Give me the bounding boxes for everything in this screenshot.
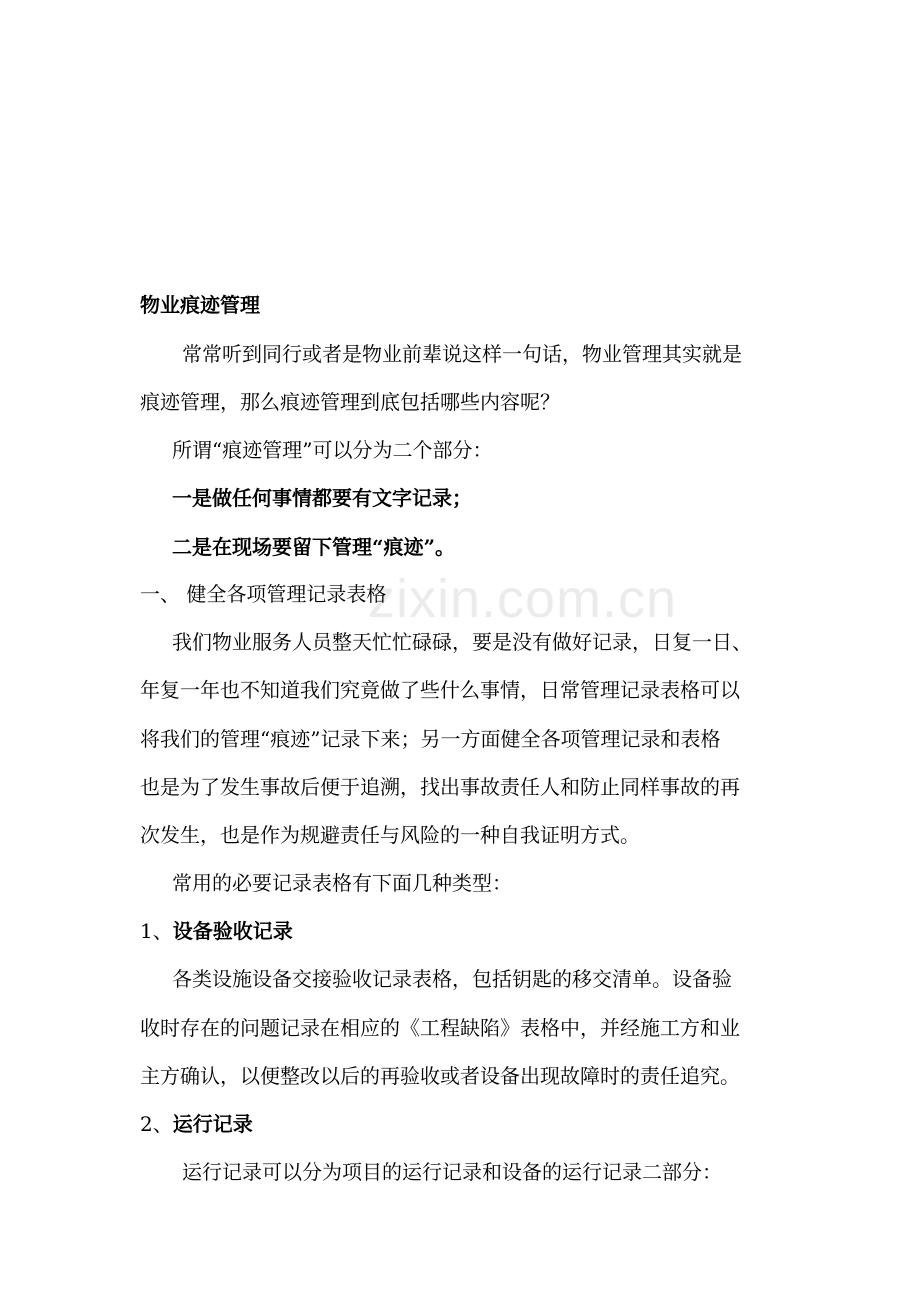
definition-point-2: 二是在现场要留下管理“痕迹”。 <box>172 535 456 559</box>
section-1-para-line: 年复一年也不知道我们究竟做了些什么事情，日常管理记录表格可以 <box>140 678 740 702</box>
item-1-title: 设备验收记录 <box>172 919 293 943</box>
intro-line-1: 常常听到同行或者是物业前辈说这样一句话，物业管理其实就是 <box>182 342 742 366</box>
record-types-intro: 常用的必要记录表格有下面几种类型： <box>172 871 512 895</box>
item-2-number: 2、 <box>140 1112 173 1136</box>
item-2-title: 运行记录 <box>172 1112 253 1136</box>
item-1-para-line: 主方确认，以便整改以后的再验收或者设备出现故障时的责任追究。 <box>140 1064 740 1088</box>
section-1-para-line: 将我们的管理“痕迹”记录下来；另一方面健全各项管理记录和表格 <box>140 727 721 751</box>
item-2-heading <box>140 1110 790 1138</box>
item-1-heading <box>140 917 790 945</box>
item-1-number: 1、 <box>140 919 173 943</box>
section-1-heading: 一、 健全各项管理记录表格 <box>140 582 387 606</box>
item-2-para-line: 运行记录可以分为项目的运行记录和设备的运行记录二部分： <box>182 1160 722 1184</box>
intro-line-2: 痕迹管理，那么痕迹管理到底包括哪些内容呢？ <box>140 390 560 414</box>
section-1-para-line: 我们物业服务人员整天忙忙碌碌，要是没有做好记录，日复一日、 <box>172 630 752 654</box>
item-1-para-line: 各类设施设备交接验收记录表格，包括钥匙的移交清单。设备验 <box>172 967 732 991</box>
section-1-para-line: 次发生，也是作为规避责任与风险的一种自我证明方式。 <box>140 823 640 847</box>
definition-point-1: 一是做任何事情都要有文字记录； <box>172 486 472 510</box>
definition-lead: 所谓“痕迹管理”可以分为二个部分： <box>172 438 493 462</box>
watermark: zixin.com.cn <box>368 569 678 629</box>
section-1-para-line: 也是为了发生事故后便于追溯，找出事故责任人和防止同样事故的再 <box>140 775 740 799</box>
item-1-para-line: 收时存在的问题记录在相应的《工程缺陷》表格中，并经施工方和业 <box>140 1016 740 1040</box>
document-title: 物业痕迹管理 <box>140 293 260 317</box>
